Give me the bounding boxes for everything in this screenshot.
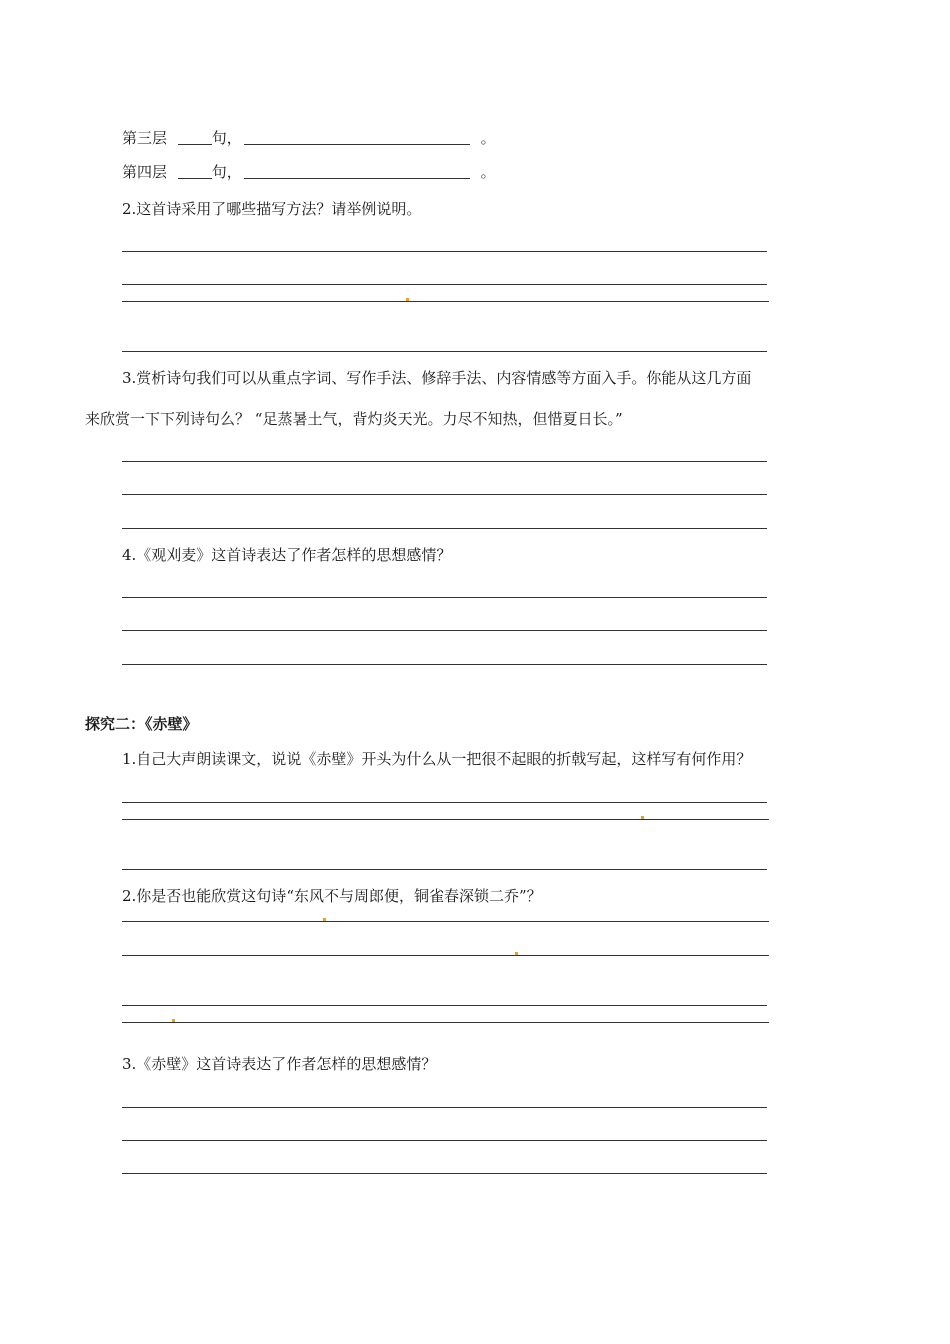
answer-line[interactable]: [122, 921, 769, 922]
part1-question-3-line-2: 来欣赏一下下列诗句么？ “足蒸暑土气，背灼炎天光。力尽不知热，但惜夏日长。”: [85, 410, 623, 428]
part2-question-3: 3.《赤壁》这首诗表达了作者怎样的思想感情？: [122, 1055, 437, 1073]
part2-question-1: 1.自己大声朗读课文，说说《赤壁》开头为什么从一把很不起眼的折戟写起，这样写有何作用？: [122, 750, 752, 768]
answer-line[interactable]: [122, 1140, 767, 1141]
answer-line[interactable]: [122, 664, 767, 665]
marker-dot: [641, 816, 644, 819]
layer-3-content-blank[interactable]: [244, 130, 470, 145]
answer-line[interactable]: [122, 955, 769, 956]
answer-line[interactable]: [122, 528, 767, 529]
answer-line[interactable]: [122, 1107, 767, 1108]
answer-line[interactable]: [122, 251, 767, 252]
part2-question-2: 2.你是否也能欣赏这句诗“东风不与周郎便，铜雀春深锁二乔”？: [122, 887, 542, 905]
answer-line[interactable]: [122, 630, 767, 631]
layer-4-label: 第四层: [122, 163, 168, 181]
layer-3-ju: 句，: [211, 129, 242, 147]
layer-4-line: [122, 162, 496, 182]
layer-3-sentence-blank[interactable]: [178, 130, 212, 145]
answer-line[interactable]: [122, 1173, 767, 1174]
answer-line[interactable]: [122, 284, 767, 285]
answer-line[interactable]: [122, 1005, 767, 1006]
marker-dot: [323, 918, 326, 921]
part1-question-3-line-1: 3.赏析诗句我们可以从重点字词、写作手法、修辞手法、内容情感等方面入手。你能从这几方面: [122, 369, 752, 387]
part1-question-2: 2.这首诗采用了哪些描写方法？请举例说明。: [122, 200, 422, 218]
answer-line[interactable]: [122, 802, 767, 803]
answer-line[interactable]: [122, 1022, 769, 1023]
marker-dot: [172, 1019, 175, 1022]
answer-line[interactable]: [122, 494, 767, 495]
layer-4-content-blank[interactable]: [244, 164, 470, 179]
part1-question-4: 4.《观刈麦》这首诗表达了作者怎样的思想感情？: [122, 546, 452, 564]
layer-3-line: [122, 128, 496, 148]
layer-3-end: 。: [480, 129, 496, 147]
layer-3-label: 第三层: [122, 129, 168, 147]
marker-dot: [515, 952, 518, 955]
answer-line[interactable]: [122, 301, 769, 302]
marker-dot: [406, 298, 409, 301]
answer-line[interactable]: [122, 461, 767, 462]
layer-4-end: 。: [480, 163, 496, 181]
answer-line[interactable]: [122, 819, 769, 820]
answer-line[interactable]: [122, 597, 767, 598]
layer-4-ju: 句，: [211, 163, 242, 181]
answer-line[interactable]: [122, 869, 767, 870]
section-heading: 探究二：《赤壁》: [85, 715, 198, 733]
layer-4-sentence-blank[interactable]: [178, 164, 212, 179]
answer-line[interactable]: [122, 351, 767, 352]
